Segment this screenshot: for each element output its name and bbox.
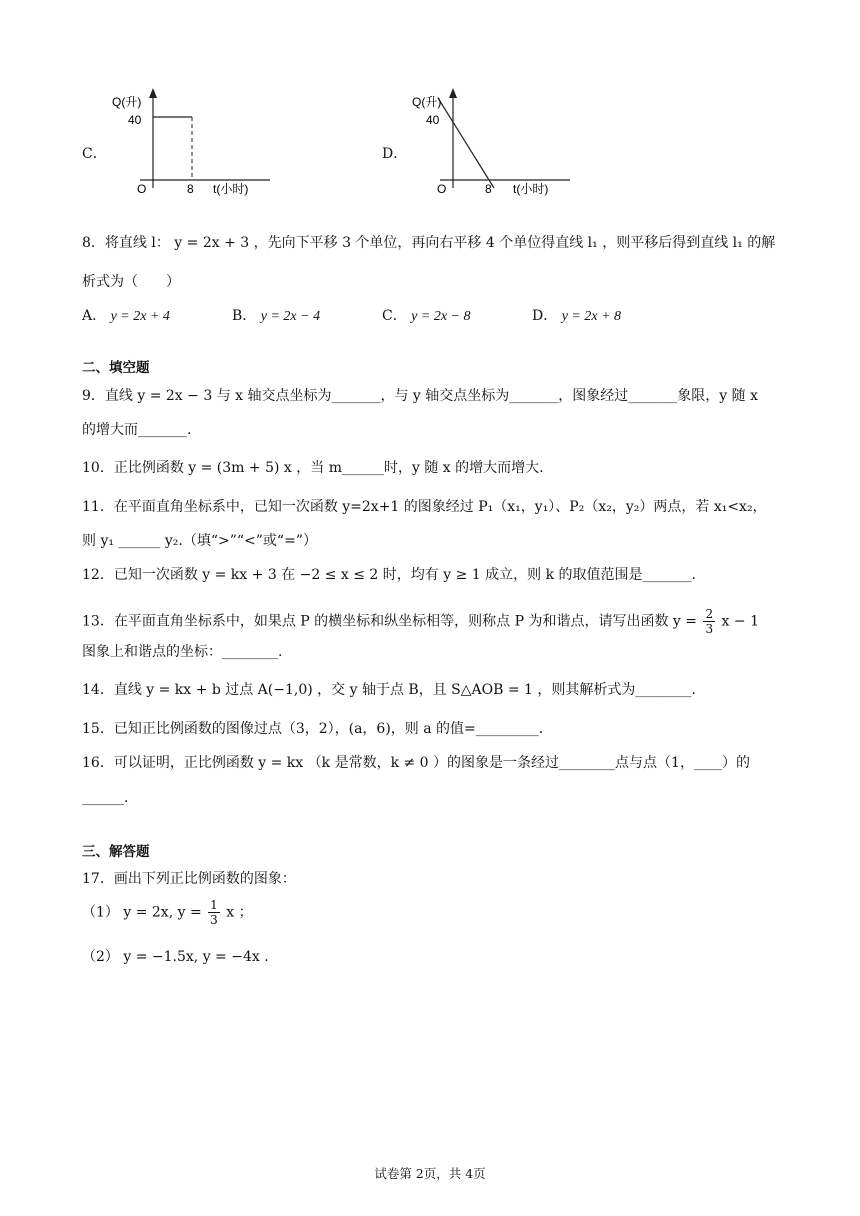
option-text: y = 2x − 4 [260, 309, 321, 324]
question-8-line2: 析式为（ ） [82, 274, 180, 290]
q8-option-c [382, 305, 471, 325]
graph-d [400, 88, 590, 203]
y-axis-label: Q(升) [412, 95, 442, 109]
question-13-line2: 图象上和谐点的坐标：________. [82, 644, 283, 660]
fraction-numerator: 1 [210, 898, 218, 912]
q17-part1-text: （1） y = 2x, y = [82, 904, 202, 921]
q8-option-b [232, 305, 320, 325]
question-16-line1: 16．可以证明，正比例函数 y = kx （k 是常数，k ≠ 0 ）的图象是一条经过________点与点（1，____）的 [82, 755, 750, 771]
y-axis-arrow [449, 88, 457, 98]
x-axis-label: t(小时) [513, 182, 549, 196]
section-title-answer: 三、解答题 [82, 844, 150, 860]
option-letter: B． [232, 308, 257, 324]
page-footer: 试卷第 2页，共 4页 [374, 1166, 486, 1181]
question-12: 12．已知一次函数 y = kx + 3 在 −2 ≤ x ≤ 2 时，均有 y ≥ 1 成立，则 k 的取值范围是_______. [82, 567, 696, 583]
question-15: 15．已知正比例函数的图像过点（3，2），(a，6)，则 a 的值=_________. [82, 721, 544, 737]
question-10: 10．正比例函数 y = (3m + 5) x ，当 m______时，y 随 x 的增大而增大. [82, 460, 544, 476]
graph-d-line [438, 98, 494, 188]
option-text: y = 2x − 8 [411, 309, 471, 324]
option-text: y = 2x + 8 [561, 309, 622, 324]
q8-option-d [532, 305, 621, 325]
question-17-stem: 17．画出下列正比例函数的图象： [82, 871, 296, 887]
question-13-line1 [82, 607, 759, 636]
option-text: y = 2x + 4 [110, 309, 170, 324]
question-17-part2: （2） y = −1.5x, y = −4x . [82, 949, 269, 965]
y-tick-label: 40 [128, 113, 142, 127]
option-letter: A． [82, 308, 107, 324]
y-axis-arrow [149, 88, 157, 98]
question-16-line2: ______. [82, 790, 129, 806]
x-tick-label: 8 [485, 182, 492, 196]
q13-text: 13．在平面直角坐标系中，如果点 P 的横坐标和纵坐标相等，则称点 P 为和谐点，请写出函数 y = [82, 613, 697, 630]
fraction-denominator: 3 [705, 622, 714, 636]
origin-label: O [437, 182, 447, 196]
question-17-part1 [82, 898, 253, 927]
question-9-line2: 的增大而_______. [82, 422, 192, 438]
question-11-line2: 则 y₁ ______ y₂.（填“>”“<”或“=”） [82, 533, 317, 549]
option-letter: C． [382, 308, 407, 324]
q17-part1-tail: x ； [226, 904, 253, 921]
fraction-denominator: 3 [210, 913, 218, 927]
origin-label: O [137, 182, 147, 196]
option-letter: D． [532, 308, 558, 324]
fraction-numerator: 2 [705, 607, 714, 621]
option-d-label: D． [382, 146, 408, 162]
q17-fraction [208, 898, 220, 927]
q8-option-a [82, 305, 170, 325]
x-axis-label: t(小时) [213, 182, 249, 196]
section-title-fill-in: 二、填空题 [82, 360, 150, 376]
q13-text-tail: x − 1 [721, 613, 759, 630]
y-axis-label: Q(升) [112, 95, 142, 109]
graph-c [100, 88, 290, 203]
q13-fraction [703, 607, 715, 636]
option-c-label: C． [82, 146, 107, 162]
question-14: 14．直线 y = kx + b 过点 A(−1,0) ，交 y 轴于点 B，且 S△AOB = 1 ，则其解析式为________. [82, 682, 696, 698]
question-9-line1: 9．直线 y = 2x − 3 与 x 轴交点坐标为_______，与 y 轴交点坐标为_______，图象经过_______象限，y 随 x [82, 388, 758, 404]
question-8-line1: 8．将直线 l： y = 2x + 3 ，先向下平移 3 个单位，再向右平移 4 个单位得直线 l₁ ，则平移后得到直线 l₁ 的解 [82, 235, 776, 251]
x-tick-label: 8 [187, 182, 194, 196]
y-tick-label: 40 [426, 113, 440, 127]
question-11-line1: 11．在平面直角坐标系中，已知一次函数 y=2x+1 的图象经过 P₁（x₁，y₁）、P₂（x₂，y₂）两点，若 x₁<x₂， [82, 499, 767, 515]
